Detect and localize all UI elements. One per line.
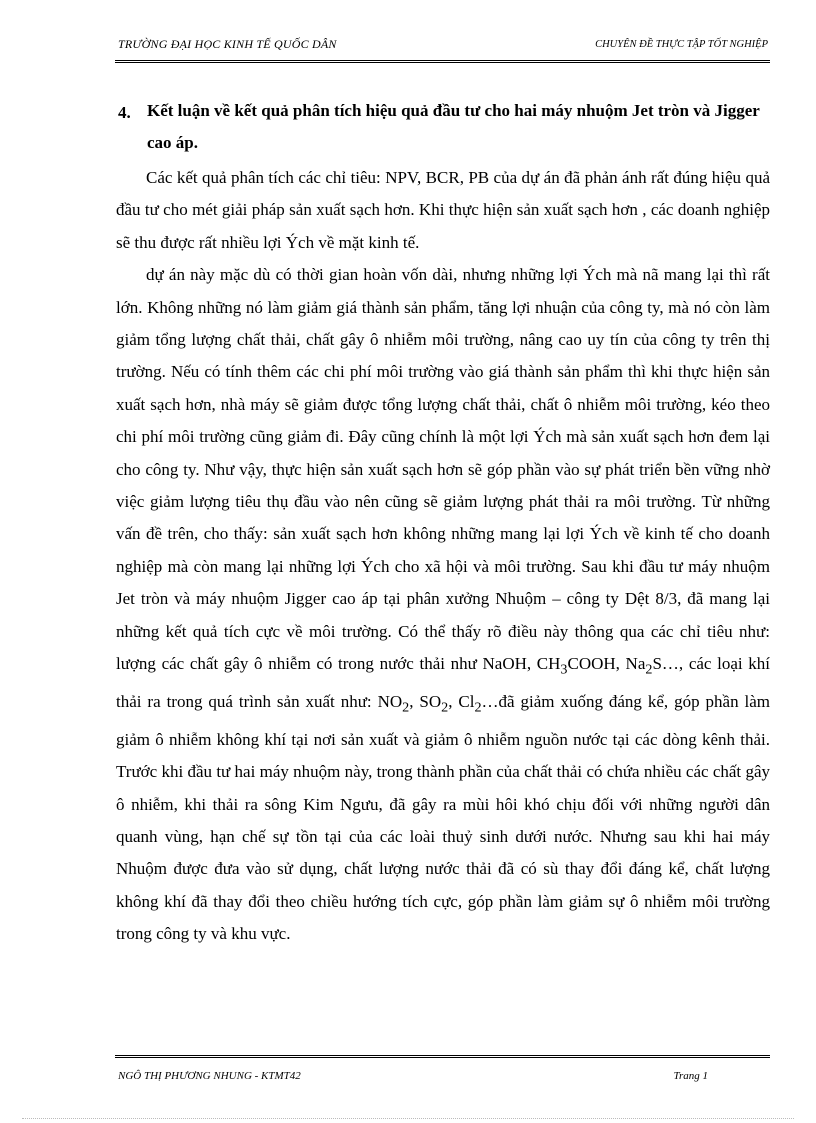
paragraph-2-part-b: COOH, Na [567, 654, 646, 674]
paragraph-2-part-d: , SO [409, 691, 442, 711]
paragraph-2-part-c: S…, các loại khí thải ra trong quá trình sản xuất như: NO [116, 654, 770, 711]
page-bottom-edge [22, 1118, 794, 1119]
footer-rule-double [115, 1057, 770, 1058]
footer-author: NGÔ THỊ PHƯƠNG NHUNG - KTMT42 [118, 1070, 301, 1082]
header-report-type: CHUYÊN ĐỀ THỰC TẬP TỐT NGHIỆP [595, 39, 768, 50]
footer-rule [115, 1055, 770, 1056]
paragraph-2-part-f: …đã giảm xuống đáng kể, góp phần làm giảm ô nhiễm không khí tại nơi sản xuất và giảm ô nhiễm nguồn nước tại các dòng kênh thải. Trước khi đầu tư hai máy nhuộm này, trong thành phần của chất thải có chứa nhiều các chất gây ô nhiễm, khi thải ra sông Kim Ngưu, đã gây ra mùi hôi khó chịu đối với những người dân quanh vùng, hạn chế sự tồn tại của các loài thuỷ sinh dưới nước. Nhưng sau khi hai máy Nhuộm được đưa vào sử dụng, chất lượng nước thải đã có sù thay đổi đáng kể, chất lượng không khí đã thay đổi theo chiều hướng tích cực, góp phần làm giảm sự ô nhiễm môi trường trong công ty và khu vực. [116, 691, 771, 944]
paragraph-2-part-a: dự án này mặc dù có thời gian hoàn vốn dài, nhưng những lợi Ých mà nã mang lại thì rất lớn. Không những nó làm giảm giá thành sản phẩm, tăng lợi nhuận của công ty, mà nó còn làm giảm tổng lượng chất thải, chất gây ô nhiễm môi trường, nâng cao uy tín của công ty trên thị trường. Nếu có tính thêm các chi phí môi trường vào giá thành sản phẩm thì khi thực hiện sản xuất sạch hơn, nhà máy sẽ giảm được tổng lượng chất thải, chất ô nhiễm môi trường, kéo theo chi phí môi trường cũng giảm đi. Đây cũng chính là một lợi Ých mà sản xuất sạch hơn đem lại cho công ty. Như vậy, thực hiện sản xuất sạch hơn sẽ góp phần vào sự phát triển bền vững nhờ việc giảm lượng tiêu thụ đầu vào nên cũng sẽ giảm lượng phát thải ra môi trường. Từ những vấn đề trên, cho thấy: sản xuất sạch hơn không những mang lại lợi Ých về kinh tế cho doanh nghiệp mà còn mang lại những lợi Ých cho xã hội và môi trường. Sau khi đầu tư máy nhuộm Jet tròn và máy nhuộm Jigger cao áp tại phân xưởng Nhuộm – công ty Dệt 8/3, đã mang lại những kết quả tích cực về môi trường. Có thể thấy rõ điều này thông qua các chỉ tiêu như: lượng các chất gây ô nhiễm có trong nước thải như NaOH, CH [116, 265, 770, 674]
subscript: 2 [441, 699, 449, 716]
subscript: 2 [402, 699, 410, 716]
footer-page-number: Trang 1 [673, 1070, 708, 1082]
section-number: 4. [118, 103, 131, 122]
body-text [116, 162, 770, 951]
header-rule [115, 60, 770, 61]
subscript: 3 [560, 661, 568, 678]
section-title: Kết luận về kết quả phân tích hiệu quả đầu tư cho hai máy nhuộm Jet tròn và Jigger cao áp. [147, 101, 760, 152]
paragraph-2 [116, 259, 770, 950]
header-rule-double [115, 62, 770, 63]
paragraph-2-part-e: , Cl [448, 691, 475, 711]
subscript: 2 [474, 699, 482, 716]
header-university: TRƯỜNG ĐẠI HỌC KINH TẾ QUỐC DÂN [118, 37, 337, 51]
paragraph-1: Các kết quả phân tích các chỉ tiêu: NPV, BCR, PB của dự án đã phản ánh rất đúng hiệu quả đầu tư cho mét giải pháp sản xuất sạch hơn. Khi thực hiện sản xuất sạch hơn , các doanh nghiệp sẽ thu được rất nhiều lợi Ých về mặt kinh tế. [116, 168, 770, 252]
subscript: 2 [645, 661, 653, 678]
